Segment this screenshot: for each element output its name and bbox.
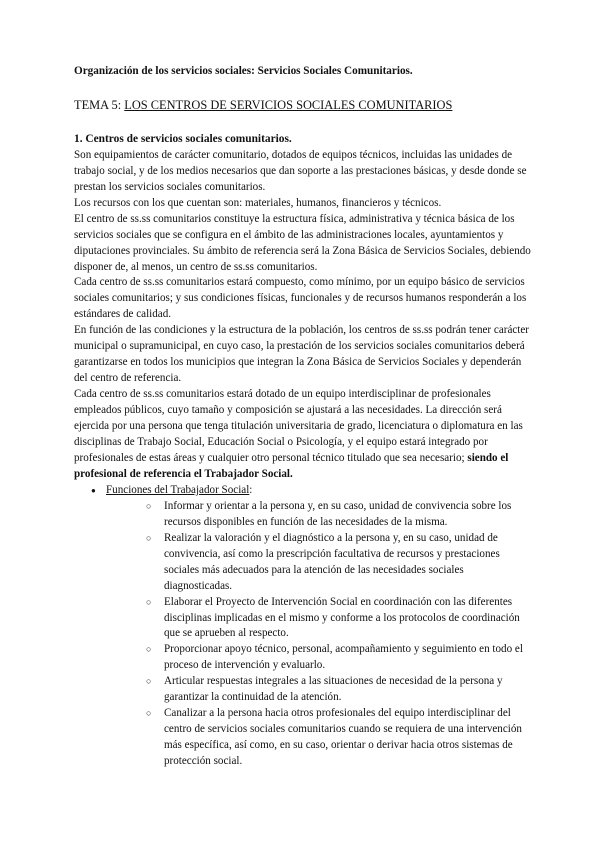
tema-title: LOS CENTROS DE SERVICIOS SOCIALES COMUNITARIOS	[124, 97, 453, 112]
section-heading: 1. Centros de servicios sociales comunitarios.	[74, 132, 292, 145]
paragraph-team-bold: siendo el profesional de referencia el Trabajador Social.	[74, 451, 509, 480]
functions-list	[106, 499, 532, 770]
function-item: ○ Articular respuestas integrales a las situaciones de necesidad de la persona y garantizar la continuidad de la atención.	[146, 674, 532, 706]
function-item: ○ Elaborar el Proyecto de Intervención Social en coordinación con las diferentes disciplinas implicadas en el mismo y conforme a los protocolos de coordinación que se aprueben al respecto.	[146, 595, 532, 643]
tema-heading	[74, 98, 532, 114]
function-item: ○ Realizar la valoración y el diagnóstico a la persona y, en su caso, unidad de convivencia, así como la prescripción facultativa de recursos y prestaciones sociales más adecuados para la atención de las necesidades sociales diagnosticadas.	[146, 531, 532, 595]
paragraph: Son equipamientos de carácter comunitario, dotados de equipos técnicos, incluidas las unidades de trabajo social, y de los medios necesarios que dan soporte a las prestaciones básicas, y desde donde se prestan los servicios sociales comunitarios.	[74, 148, 527, 193]
paragraph: Los recursos con los que cuentan son: materiales, humanos, financieros y técnicos.	[74, 196, 442, 209]
paragraph: El centro de ss.ss comunitarios constituye la estructura física, administrativa y técnica básica de los servicios sociales que se configura en el ámbito de las administraciones locales, ayuntamientos y diputaciones provinciales. Su ámbito de referencia será la Zona Básica de Servicios Sociales, debiendo disponer de, al menos, un centro de ss.ss comunitarios.	[74, 212, 531, 273]
function-item: ○ Canalizar a la persona hacia otros profesionales del equipo interdisciplinar del centro de servicios sociales comunitarios cuando se requiera de una intervención más específica, así como, en su caso, orientar o derivar hacia otros sistemas de protección social.	[146, 706, 532, 770]
tema-prefix: TEMA 5:	[74, 97, 125, 112]
bullet-item	[92, 483, 532, 770]
paragraph-team-text: Cada centro de ss.ss comunitarios estará dotado de un equipo interdisciplinar de profesionales empleados públicos, cuyo tamaño y composición se ajustará a las necesidades. La dirección será ejercida por una persona que tenga titulación universitaria de grado, licenciatura o diplomatura en las disciplinas de Trabajo Social, Educación Social o Psicología, y el equipo estará integrado por profesionales de estas áreas y cualquier otro personal técnico titulado que sea necesario;	[74, 388, 523, 464]
function-item: ○ Proporcionar apoyo técnico, personal, acompañamiento y seguimiento en todo el proceso de intervención y evaluarlo.	[146, 642, 532, 674]
document-page	[74, 64, 532, 770]
paragraph-team	[74, 387, 532, 483]
bullet-list	[74, 483, 532, 770]
bullet-label: Funciones del Trabajador Social	[106, 483, 250, 496]
paragraph: Cada centro de ss.ss comunitarios estará compuesto, como mínimo, por un equipo básico de servicios sociales comunitarios; y sus condiciones físicas, funcionales y de recursos humanos responderán a los estándares de calidad.	[74, 276, 527, 321]
bullet-colon: :	[249, 483, 253, 496]
function-item: ○ Informar y orientar a la persona y, en su caso, unidad de convivencia sobre los recursos disponibles en función de las necesidades de la misma.	[146, 499, 532, 531]
paragraph: En función de las condiciones y la estructura de la población, los centros de ss.ss podrán tener carácter municipal o supramunicipal, en cuyo caso, la prestación de los servicios sociales comunitarios deberá garantizarse en todos los municipios que integran la Zona Básica de Servicios Sociales y dependerán del centro de referencia.	[74, 324, 529, 385]
document-title: Organización de los servicios sociales: Servicios Sociales Comunitarios.	[74, 65, 413, 77]
